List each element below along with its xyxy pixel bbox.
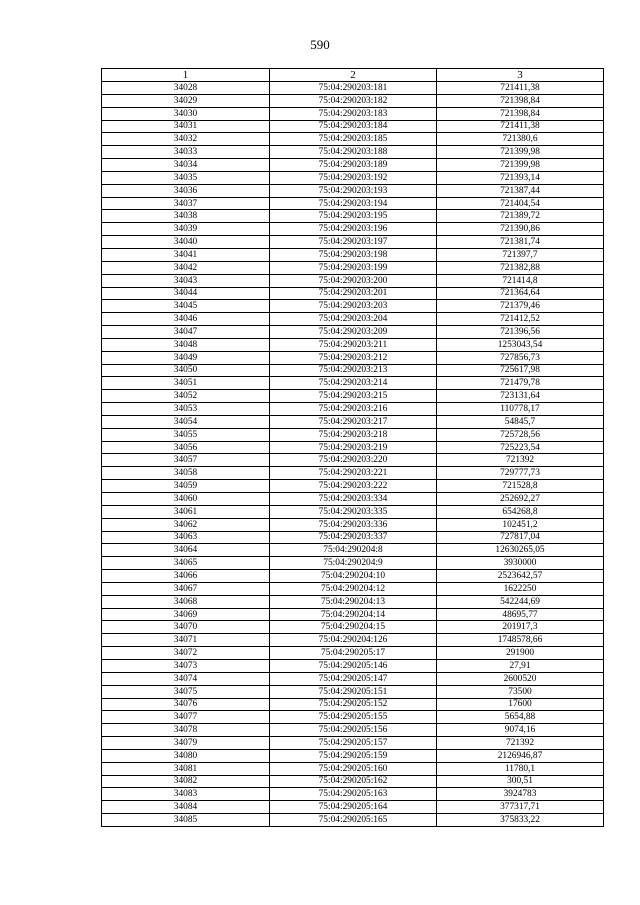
row-number-cell: 34039 <box>102 223 270 236</box>
table-row <box>102 801 604 814</box>
row-number-cell: 34035 <box>102 171 270 184</box>
row-number-cell: 34053 <box>102 403 270 416</box>
row-number-cell: 34059 <box>102 480 270 493</box>
value-cell: 17600 <box>437 698 604 711</box>
table-row <box>102 236 604 249</box>
table-row <box>102 480 604 493</box>
value-cell: 721382,88 <box>437 261 604 274</box>
value-cell: 721392 <box>437 454 604 467</box>
table-row <box>102 415 604 428</box>
value-cell: 721404,54 <box>437 197 604 210</box>
cadastral-number-cell: 75:04:290203:217 <box>270 415 437 428</box>
value-cell: 2126946,87 <box>437 749 604 762</box>
cadastral-number-cell: 75:04:290203:209 <box>270 326 437 339</box>
table-row <box>102 621 604 634</box>
cadastral-number-cell: 75:04:290205:147 <box>270 672 437 685</box>
cadastral-number-cell: 75:04:290203:195 <box>270 210 437 223</box>
row-number-cell: 34057 <box>102 454 270 467</box>
data-table <box>101 68 604 827</box>
cadastral-number-cell: 75:04:290203:182 <box>270 94 437 107</box>
cadastral-number-cell: 75:04:290203:203 <box>270 300 437 313</box>
table-row <box>102 351 604 364</box>
cadastral-number-cell: 75:04:290205:155 <box>270 711 437 724</box>
value-cell: 291900 <box>437 647 604 660</box>
cadastral-number-cell: 75:04:290203:183 <box>270 107 437 120</box>
table-row <box>102 184 604 197</box>
cadastral-number-cell: 75:04:290205:17 <box>270 647 437 660</box>
row-number-cell: 34034 <box>102 159 270 172</box>
cadastral-number-cell: 75:04:290203:193 <box>270 184 437 197</box>
cadastral-number-cell: 75:04:290203:194 <box>270 197 437 210</box>
row-number-cell: 34077 <box>102 711 270 724</box>
row-number-cell: 34084 <box>102 801 270 814</box>
table-row <box>102 197 604 210</box>
table-row <box>102 94 604 107</box>
row-number-cell: 34033 <box>102 146 270 159</box>
cadastral-number-cell: 75:04:290203:197 <box>270 236 437 249</box>
table-row <box>102 133 604 146</box>
table-row <box>102 338 604 351</box>
row-number-cell: 34073 <box>102 659 270 672</box>
row-number-cell: 34067 <box>102 582 270 595</box>
table-row <box>102 724 604 737</box>
table-row <box>102 428 604 441</box>
cadastral-number-cell: 75:04:290205:152 <box>270 698 437 711</box>
row-number-cell: 34042 <box>102 261 270 274</box>
cadastral-number-cell: 75:04:290203:221 <box>270 467 437 480</box>
value-cell: 721397,7 <box>437 248 604 261</box>
table-row <box>102 120 604 133</box>
table-row <box>102 544 604 557</box>
value-cell: 721387,44 <box>437 184 604 197</box>
row-number-cell: 34044 <box>102 287 270 300</box>
value-cell: 721364,64 <box>437 287 604 300</box>
row-number-cell: 34072 <box>102 647 270 660</box>
row-number-cell: 34031 <box>102 120 270 133</box>
row-number-cell: 34048 <box>102 338 270 351</box>
table-row <box>102 403 604 416</box>
value-cell: 110778,17 <box>437 403 604 416</box>
table-row <box>102 531 604 544</box>
value-cell: 721411,38 <box>437 82 604 95</box>
cadastral-number-cell: 75:04:290203:192 <box>270 171 437 184</box>
value-cell: 729777,73 <box>437 467 604 480</box>
table-row <box>102 634 604 647</box>
value-cell: 721528,8 <box>437 480 604 493</box>
value-cell: 5654,88 <box>437 711 604 724</box>
value-cell: 27,91 <box>437 659 604 672</box>
value-cell: 721380,6 <box>437 133 604 146</box>
table-row <box>102 505 604 518</box>
row-number-cell: 34045 <box>102 300 270 313</box>
table-row <box>102 570 604 583</box>
value-cell: 721381,74 <box>437 236 604 249</box>
row-number-cell: 34078 <box>102 724 270 737</box>
value-cell: 721479,78 <box>437 377 604 390</box>
table-row <box>102 454 604 467</box>
value-cell: 2523642,57 <box>437 570 604 583</box>
value-cell: 1748578,66 <box>437 634 604 647</box>
value-cell: 377317,71 <box>437 801 604 814</box>
value-cell: 721399,98 <box>437 159 604 172</box>
table-row <box>102 467 604 480</box>
row-number-cell: 34064 <box>102 544 270 557</box>
cadastral-number-cell: 75:04:290203:334 <box>270 493 437 506</box>
value-cell: 721398,84 <box>437 107 604 120</box>
cadastral-number-cell: 75:04:290203:220 <box>270 454 437 467</box>
cadastral-number-cell: 75:04:290205:164 <box>270 801 437 814</box>
table-row <box>102 313 604 326</box>
cadastral-number-cell: 75:04:290204:12 <box>270 582 437 595</box>
value-cell: 721379,46 <box>437 300 604 313</box>
table-row <box>102 171 604 184</box>
value-cell: 12630265,05 <box>437 544 604 557</box>
cadastral-number-cell: 75:04:290203:218 <box>270 428 437 441</box>
cadastral-number-cell: 75:04:290203:215 <box>270 390 437 403</box>
table-row <box>102 159 604 172</box>
row-number-cell: 34030 <box>102 107 270 120</box>
row-number-cell: 34060 <box>102 493 270 506</box>
table-row <box>102 762 604 775</box>
page-number: 590 <box>310 37 330 52</box>
row-number-cell: 34050 <box>102 364 270 377</box>
row-number-cell: 34081 <box>102 762 270 775</box>
value-cell: 654268,8 <box>437 505 604 518</box>
cadastral-number-cell: 75:04:290204:10 <box>270 570 437 583</box>
value-cell: 1622250 <box>437 582 604 595</box>
value-cell: 102451,2 <box>437 518 604 531</box>
row-number-cell: 34061 <box>102 505 270 518</box>
value-cell: 721399,98 <box>437 146 604 159</box>
value-cell: 11780,1 <box>437 762 604 775</box>
value-cell: 721412,52 <box>437 313 604 326</box>
value-cell: 252692,27 <box>437 493 604 506</box>
cadastral-number-cell: 75:04:290203:213 <box>270 364 437 377</box>
value-cell: 721398,84 <box>437 94 604 107</box>
cadastral-number-cell: 75:04:290204:8 <box>270 544 437 557</box>
table-row <box>102 749 604 762</box>
table-row <box>102 364 604 377</box>
table-row <box>102 82 604 95</box>
table-row <box>102 711 604 724</box>
table-row <box>102 107 604 120</box>
table-row <box>102 595 604 608</box>
value-cell: 725617,98 <box>437 364 604 377</box>
row-number-cell: 34054 <box>102 415 270 428</box>
cadastral-number-cell: 75:04:290203:336 <box>270 518 437 531</box>
value-cell: 54845,7 <box>437 415 604 428</box>
cadastral-number-cell: 75:04:290203:185 <box>270 133 437 146</box>
cadastral-number-cell: 75:04:290205:151 <box>270 685 437 698</box>
column-header-1: 1 <box>102 69 270 82</box>
cadastral-number-cell: 75:04:290203:204 <box>270 313 437 326</box>
row-number-cell: 34076 <box>102 698 270 711</box>
cadastral-number-cell: 75:04:290203:184 <box>270 120 437 133</box>
table-row <box>102 390 604 403</box>
row-number-cell: 34056 <box>102 441 270 454</box>
row-number-cell: 34029 <box>102 94 270 107</box>
cadastral-number-cell: 75:04:290203:196 <box>270 223 437 236</box>
cadastral-number-cell: 75:04:290203:222 <box>270 480 437 493</box>
cadastral-number-cell: 75:04:290205:146 <box>270 659 437 672</box>
cadastral-number-cell: 75:04:290204:126 <box>270 634 437 647</box>
value-cell: 721390,86 <box>437 223 604 236</box>
row-number-cell: 34052 <box>102 390 270 403</box>
cadastral-number-cell: 75:04:290203:211 <box>270 338 437 351</box>
cadastral-number-cell: 75:04:290203:200 <box>270 274 437 287</box>
row-number-cell: 34085 <box>102 814 270 827</box>
row-number-cell: 34046 <box>102 313 270 326</box>
table-row <box>102 685 604 698</box>
table-row <box>102 261 604 274</box>
cadastral-number-cell: 75:04:290203:188 <box>270 146 437 159</box>
value-cell: 721396,56 <box>437 326 604 339</box>
cadastral-number-cell: 75:04:290203:198 <box>270 248 437 261</box>
value-cell: 721411,38 <box>437 120 604 133</box>
cadastral-number-cell: 75:04:290203:216 <box>270 403 437 416</box>
row-number-cell: 34068 <box>102 595 270 608</box>
value-cell: 542244,69 <box>437 595 604 608</box>
table-row <box>102 788 604 801</box>
value-cell: 300,51 <box>437 775 604 788</box>
cadastral-number-cell: 75:04:290205:162 <box>270 775 437 788</box>
row-number-cell: 34041 <box>102 248 270 261</box>
cadastral-number-cell: 75:04:290203:337 <box>270 531 437 544</box>
row-number-cell: 34051 <box>102 377 270 390</box>
table-row <box>102 493 604 506</box>
cadastral-number-cell: 75:04:290203:199 <box>270 261 437 274</box>
value-cell: 721392 <box>437 737 604 750</box>
value-cell: 725728,56 <box>437 428 604 441</box>
row-number-cell: 34082 <box>102 775 270 788</box>
table-row <box>102 248 604 261</box>
row-number-cell: 34036 <box>102 184 270 197</box>
table-row <box>102 814 604 827</box>
value-cell: 721393,14 <box>437 171 604 184</box>
row-number-cell: 34049 <box>102 351 270 364</box>
row-number-cell: 34075 <box>102 685 270 698</box>
table-row <box>102 698 604 711</box>
row-number-cell: 34083 <box>102 788 270 801</box>
value-cell: 201917,3 <box>437 621 604 634</box>
value-cell: 721389,72 <box>437 210 604 223</box>
cadastral-number-cell: 75:04:290205:157 <box>270 737 437 750</box>
row-number-cell: 34079 <box>102 737 270 750</box>
value-cell: 73500 <box>437 685 604 698</box>
row-number-cell: 34058 <box>102 467 270 480</box>
table-row <box>102 557 604 570</box>
row-number-cell: 34028 <box>102 82 270 95</box>
row-number-cell: 34065 <box>102 557 270 570</box>
table-row <box>102 647 604 660</box>
cadastral-number-cell: 75:04:290203:181 <box>270 82 437 95</box>
row-number-cell: 34040 <box>102 236 270 249</box>
row-number-cell: 34043 <box>102 274 270 287</box>
cadastral-number-cell: 75:04:290203:212 <box>270 351 437 364</box>
value-cell: 727856,73 <box>437 351 604 364</box>
table-row <box>102 441 604 454</box>
row-number-cell: 34055 <box>102 428 270 441</box>
row-number-cell: 34038 <box>102 210 270 223</box>
table-row <box>102 287 604 300</box>
table-row <box>102 300 604 313</box>
table-header-row <box>102 69 604 82</box>
table-row <box>102 737 604 750</box>
cadastral-number-cell: 75:04:290203:214 <box>270 377 437 390</box>
table-row <box>102 377 604 390</box>
cadastral-number-cell: 75:04:290205:165 <box>270 814 437 827</box>
table-row <box>102 146 604 159</box>
column-header-3: 3 <box>437 69 604 82</box>
row-number-cell: 34047 <box>102 326 270 339</box>
cadastral-number-cell: 75:04:290205:163 <box>270 788 437 801</box>
cadastral-number-cell: 75:04:290203:219 <box>270 441 437 454</box>
value-cell: 375833,22 <box>437 814 604 827</box>
row-number-cell: 34069 <box>102 608 270 621</box>
row-number-cell: 34066 <box>102 570 270 583</box>
table-row <box>102 274 604 287</box>
column-header-2: 2 <box>270 69 437 82</box>
value-cell: 725223,54 <box>437 441 604 454</box>
cadastral-number-cell: 75:04:290204:9 <box>270 557 437 570</box>
cadastral-number-cell: 75:04:290204:14 <box>270 608 437 621</box>
table-row <box>102 659 604 672</box>
cadastral-number-cell: 75:04:290203:201 <box>270 287 437 300</box>
cadastral-number-cell: 75:04:290205:159 <box>270 749 437 762</box>
table-row <box>102 672 604 685</box>
table-row <box>102 326 604 339</box>
row-number-cell: 34070 <box>102 621 270 634</box>
table-row <box>102 518 604 531</box>
value-cell: 721414,8 <box>437 274 604 287</box>
row-number-cell: 34080 <box>102 749 270 762</box>
cadastral-number-cell: 75:04:290204:15 <box>270 621 437 634</box>
table-row <box>102 608 604 621</box>
row-number-cell: 34037 <box>102 197 270 210</box>
cadastral-number-cell: 75:04:290204:13 <box>270 595 437 608</box>
value-cell: 48695,77 <box>437 608 604 621</box>
row-number-cell: 34062 <box>102 518 270 531</box>
table-row <box>102 775 604 788</box>
value-cell: 723131,64 <box>437 390 604 403</box>
value-cell: 2600520 <box>437 672 604 685</box>
row-number-cell: 34063 <box>102 531 270 544</box>
table-body <box>102 82 604 827</box>
value-cell: 3924783 <box>437 788 604 801</box>
value-cell: 9074,16 <box>437 724 604 737</box>
table-row <box>102 210 604 223</box>
cadastral-number-cell: 75:04:290205:160 <box>270 762 437 775</box>
row-number-cell: 34071 <box>102 634 270 647</box>
cadastral-number-cell: 75:04:290203:335 <box>270 505 437 518</box>
row-number-cell: 34032 <box>102 133 270 146</box>
table-row <box>102 223 604 236</box>
value-cell: 727817,04 <box>437 531 604 544</box>
row-number-cell: 34074 <box>102 672 270 685</box>
table-row <box>102 582 604 595</box>
cadastral-number-cell: 75:04:290203:189 <box>270 159 437 172</box>
cadastral-number-cell: 75:04:290205:156 <box>270 724 437 737</box>
value-cell: 1253043,54 <box>437 338 604 351</box>
value-cell: 3930000 <box>437 557 604 570</box>
